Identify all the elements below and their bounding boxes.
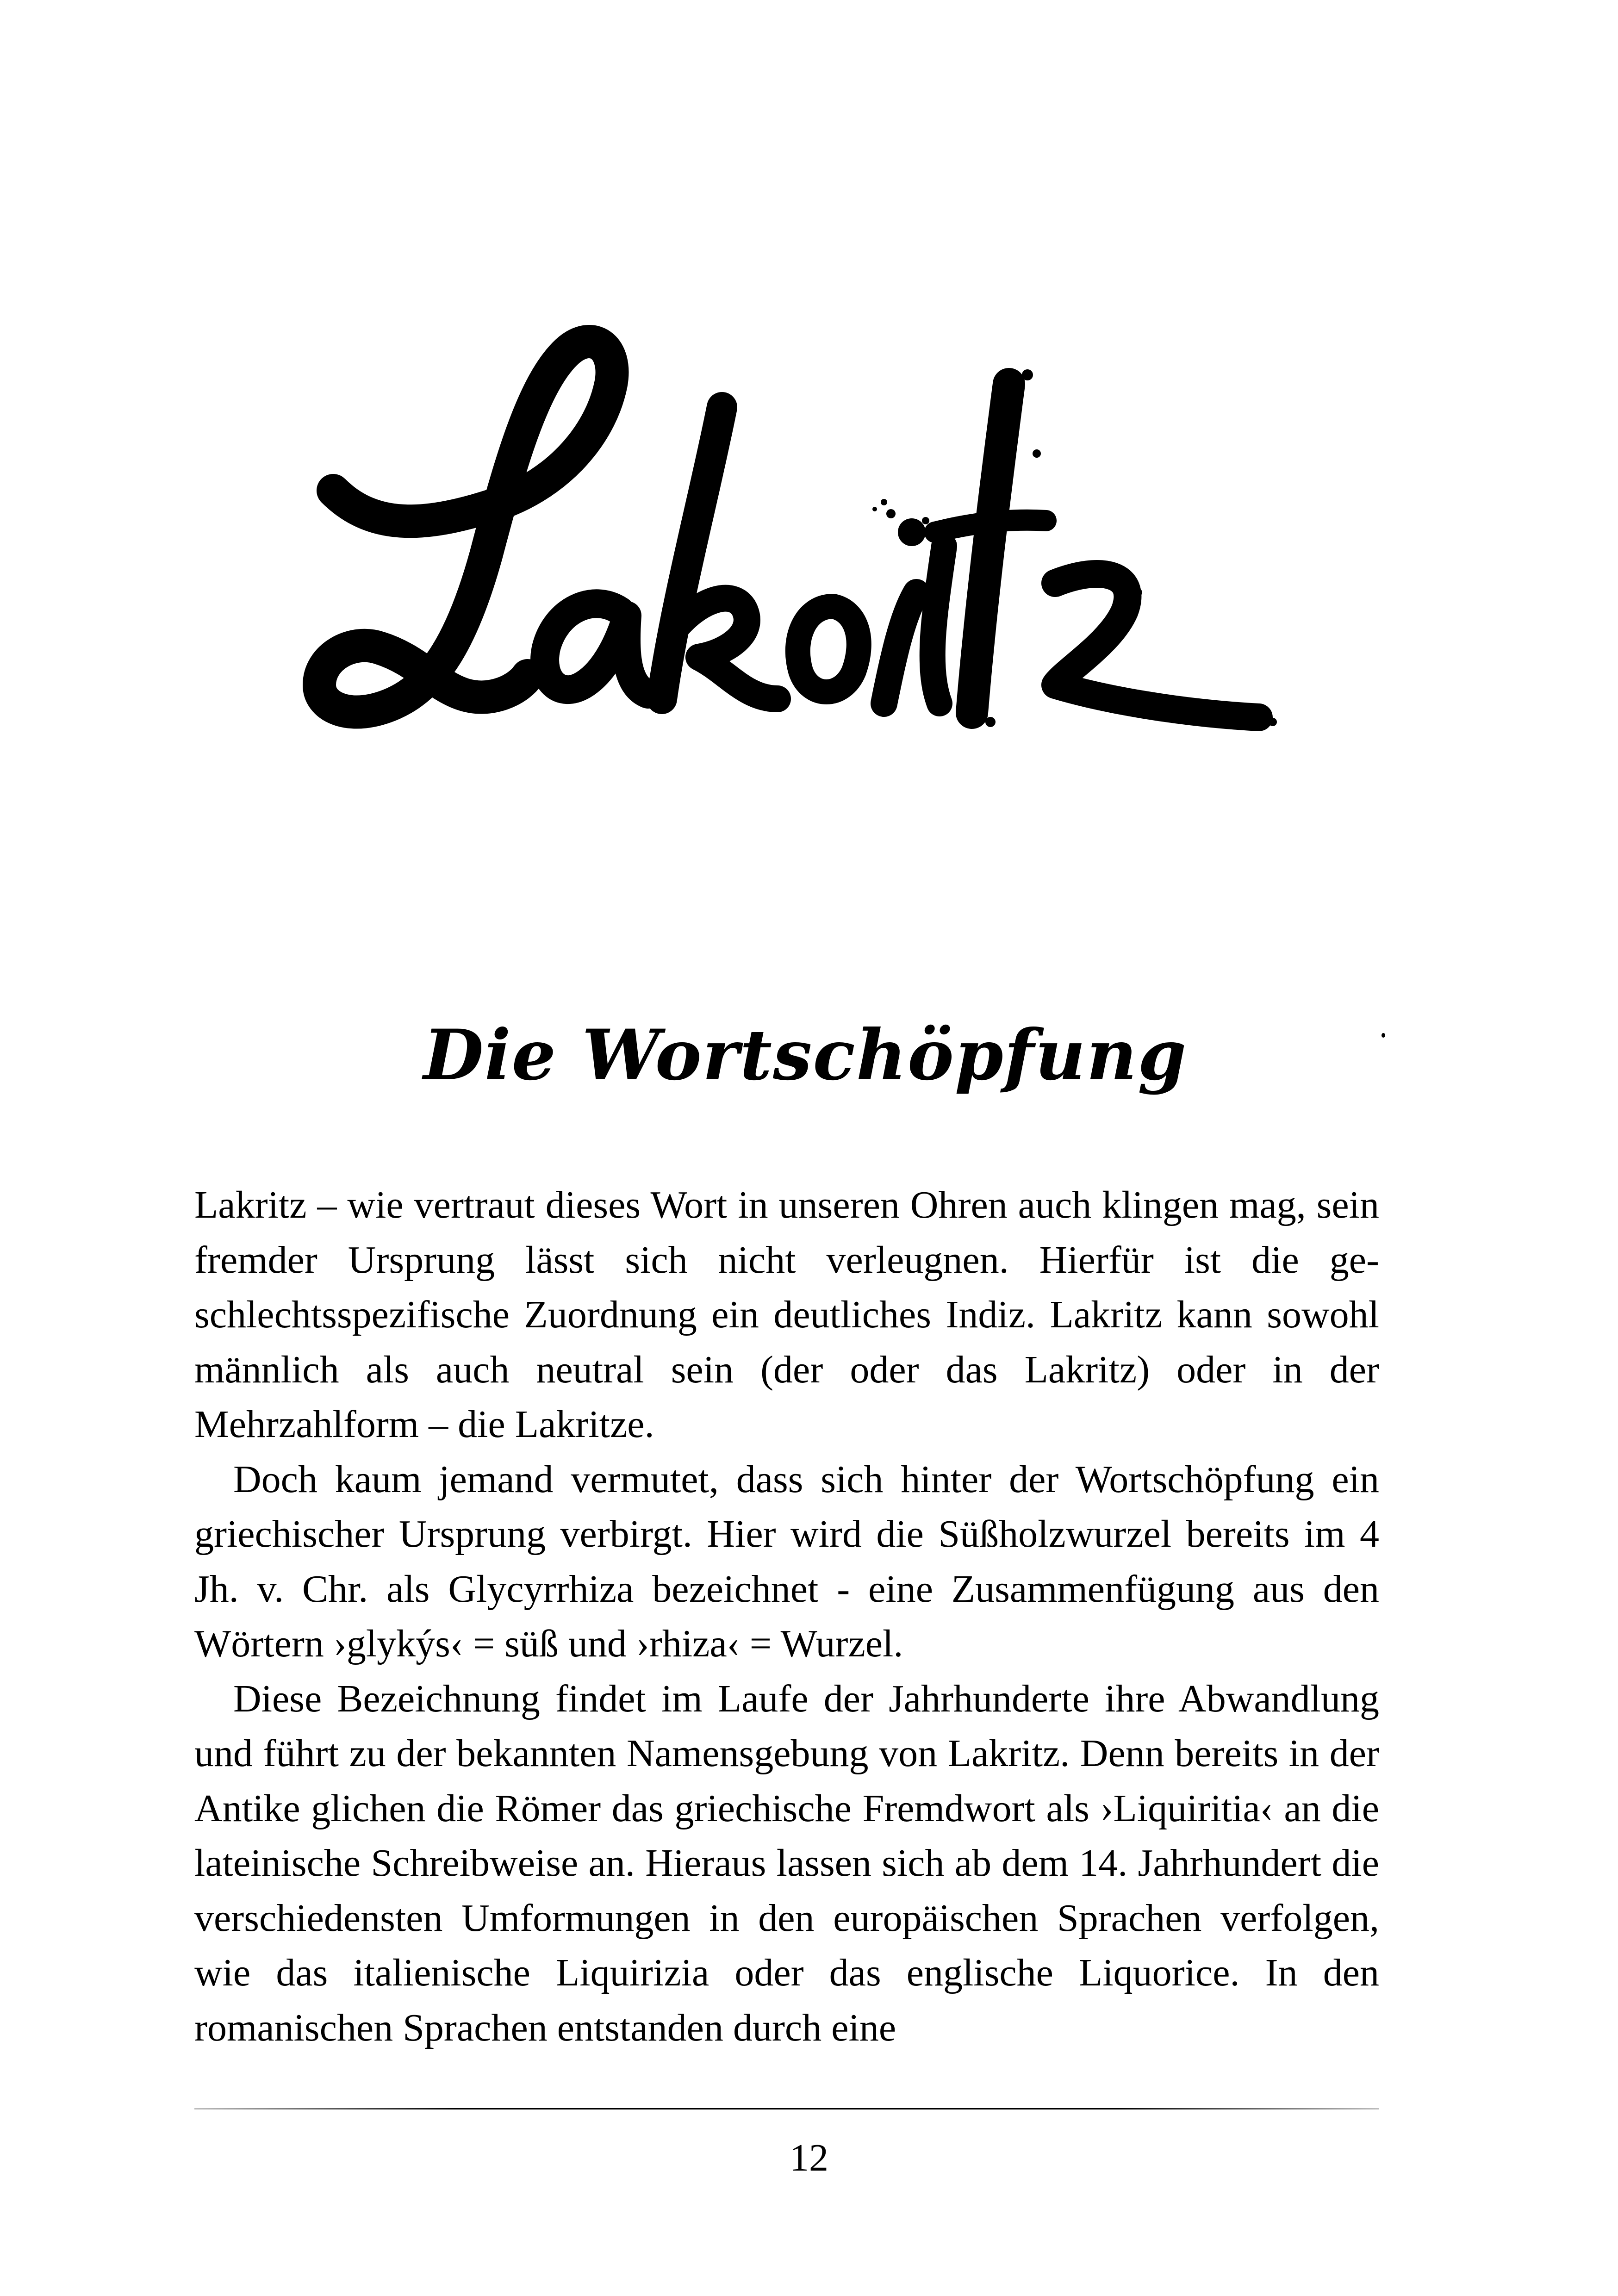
print-speck — [1382, 1033, 1385, 1038]
lakritz-logo — [268, 315, 1351, 805]
paragraph: Diese Bezeichnung findet im Laufe der Jahrhunderte ihre Abwandlung und führt zu der bekannten Namensgebung von Lakritz. Denn bereits in der Antike glichen die Römer das griechische Fremdwort als ›Liquiritia‹ an die lateinische Schreibweise an. Hieraus lassen sich ab dem 14. Jahrhundert die verschiedensten Umformungen in den europäischen Sprachen verfolgen, wie das italienische Liquirizia oder das englische Liquorice. In den romanischen Sprachen entstanden durch eine — [194, 1677, 1379, 2049]
body-text — [194, 1178, 1379, 2055]
page-number: 12 — [790, 2136, 828, 2179]
paragraph: Lakritz – wie vertraut dieses Wort in unseren Ohren auch klingen mag, sein fremder Ursprung lässt sich nicht verleugnen. Hierfür ist die geschlechtsspezifische Zuordnung ein deutliches Indiz. Lakritz kann sowohl männlich als auch neutral sein (der oder das Lakritz) oder in der Mehrzahlform – die Lakritze. — [194, 1183, 1379, 1446]
brush-script-logo-icon — [268, 315, 1351, 805]
chapter-title: Die Wortschöpfung — [423, 1014, 1188, 1096]
footer-rule — [194, 2108, 1379, 2109]
paragraph: Doch kaum jemand vermutet, dass sich hinter der Wortschöpfung ein griechischer Ursprung verbirgt. Hier wird die Süßholzwurzel bereits im 4 Jh. v. Chr. als Glycyrrhiza bezeichnet - eine Zusammenfügung aus den Wörtern ›glykýs‹ = süß und ›rhiza‹ = Wurzel. — [194, 1457, 1379, 1665]
